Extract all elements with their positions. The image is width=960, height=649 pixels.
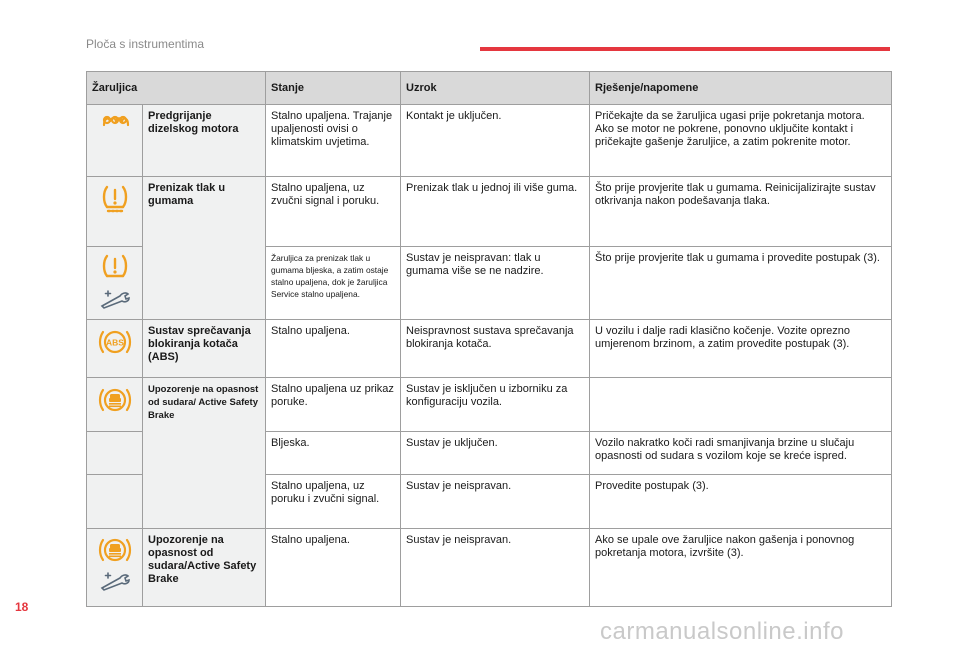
lamp-name: Prenizak tlak u gumama bbox=[143, 177, 266, 320]
solution-cell: U vozilu i dalje radi klasično kočenje. Vozite oprezno umjerenom brzinom, a zatim provedite postupak (3). bbox=[590, 320, 892, 378]
col-header-solution: Rješenje/napomene bbox=[590, 72, 892, 105]
cause-cell: Sustav je neispravan: tlak u gumama više se ne nadzire. bbox=[401, 247, 590, 320]
tyre-pressure-icon bbox=[100, 183, 130, 219]
state-cell: Stalno upaljena, uz zvučni signal i poruku. bbox=[266, 177, 401, 247]
solution-cell: Ako se upale ove žaruljice nakon gašenja i ponovnog pokretanja motora, izvršite (3). bbox=[590, 529, 892, 607]
state-cell: Žaruljica za prenizak tlak u gumama bljeska, a zatim ostaje stalno upaljena, dok je žaruljica Service stalno upaljena. bbox=[266, 247, 401, 320]
state-cell: Stalno upaljena. bbox=[266, 529, 401, 607]
lamp-name: Upozorenje na opasnost od sudara/ Active Safety Brake bbox=[143, 378, 266, 529]
solution-cell: Što prije provjerite tlak u gumama. Reinicijalizirajte sustav otkrivanja nakon podešavanja tlaka. bbox=[590, 177, 892, 247]
lamp-icon-cell bbox=[87, 378, 143, 432]
lamp-name: Sustav sprečavanja blokiranja kotača (ABS) bbox=[143, 320, 266, 378]
table-row bbox=[87, 105, 892, 177]
lamp-name: Predgrijanje dizelskog motora bbox=[143, 105, 266, 177]
page-number: 18 bbox=[15, 600, 29, 614]
lamp-icon-cell bbox=[87, 247, 143, 320]
state-cell: Bljeska. bbox=[266, 432, 401, 475]
table-header-row bbox=[87, 72, 892, 105]
lamp-icon-cell bbox=[87, 475, 143, 529]
table-row bbox=[87, 378, 892, 432]
header-accent-bar bbox=[480, 47, 890, 51]
table-row bbox=[87, 320, 892, 378]
cause-cell: Sustav je uključen. bbox=[401, 432, 590, 475]
warning-lamps-table bbox=[86, 71, 892, 607]
col-header-lamp: Žaruljica bbox=[87, 72, 266, 105]
tyre-pressure-icon bbox=[100, 253, 130, 287]
cause-cell: Sustav je neispravan. bbox=[401, 475, 590, 529]
collision-warning-icon bbox=[98, 535, 132, 569]
lamp-icon-cell bbox=[87, 320, 143, 378]
solution-cell bbox=[590, 378, 892, 432]
glow-plug-icon bbox=[100, 111, 130, 135]
service-wrench-icon bbox=[98, 569, 132, 595]
solution-cell: Provedite postupak (3). bbox=[590, 475, 892, 529]
state-cell: Stalno upaljena. bbox=[266, 320, 401, 378]
table-row bbox=[87, 177, 892, 247]
solution-cell: Što prije provjerite tlak u gumama i provedite postupak (3). bbox=[590, 247, 892, 320]
cause-cell: Sustav je isključen u izborniku za konfiguraciju vozila. bbox=[401, 378, 590, 432]
col-header-state: Stanje bbox=[266, 72, 401, 105]
cause-cell: Prenizak tlak u jednoj ili više guma. bbox=[401, 177, 590, 247]
cause-cell: Sustav je neispravan. bbox=[401, 529, 590, 607]
lamp-icon-cell bbox=[87, 105, 143, 177]
lamp-name: Upozorenje na opasnost od sudara/Active Safety Brake bbox=[143, 529, 266, 607]
lamp-icon-cell bbox=[87, 529, 143, 607]
collision-warning-icon bbox=[98, 384, 132, 420]
cause-cell: Neispravnost sustava sprečavanja blokiranja kotača. bbox=[401, 320, 590, 378]
state-cell: Stalno upaljena, uz poruku i zvučni signal. bbox=[266, 475, 401, 529]
lamp-icon-cell bbox=[87, 177, 143, 247]
watermark: carmanualsonline.info bbox=[600, 618, 844, 645]
lamp-icon-cell bbox=[87, 432, 143, 475]
solution-cell: Vozilo nakratko koči radi smanjivanja brzine u slučaju opasnosti od sudara s vozilom koje se kreće ispred. bbox=[590, 432, 892, 475]
section-title: Ploča s instrumentima bbox=[86, 37, 205, 51]
col-header-cause: Uzrok bbox=[401, 72, 590, 105]
svg-text:ABS: ABS bbox=[105, 337, 124, 348]
state-cell: Stalno upaljena uz prikaz poruke. bbox=[266, 378, 401, 432]
state-cell: Stalno upaljena. Trajanje upaljenosti ovisi o klimatskim uvjetima. bbox=[266, 105, 401, 177]
table-row bbox=[87, 529, 892, 607]
service-wrench-icon bbox=[98, 287, 132, 313]
solution-cell: Pričekajte da se žaruljica ugasi prije pokretanja motora. Ako se motor ne pokrene, ponovno uključite kontakt i pričekajte gašenje žaruljice, a zatim pokrenite motor. bbox=[590, 105, 892, 177]
cause-cell: Kontakt je uključen. bbox=[401, 105, 590, 177]
abs-icon bbox=[98, 326, 132, 362]
